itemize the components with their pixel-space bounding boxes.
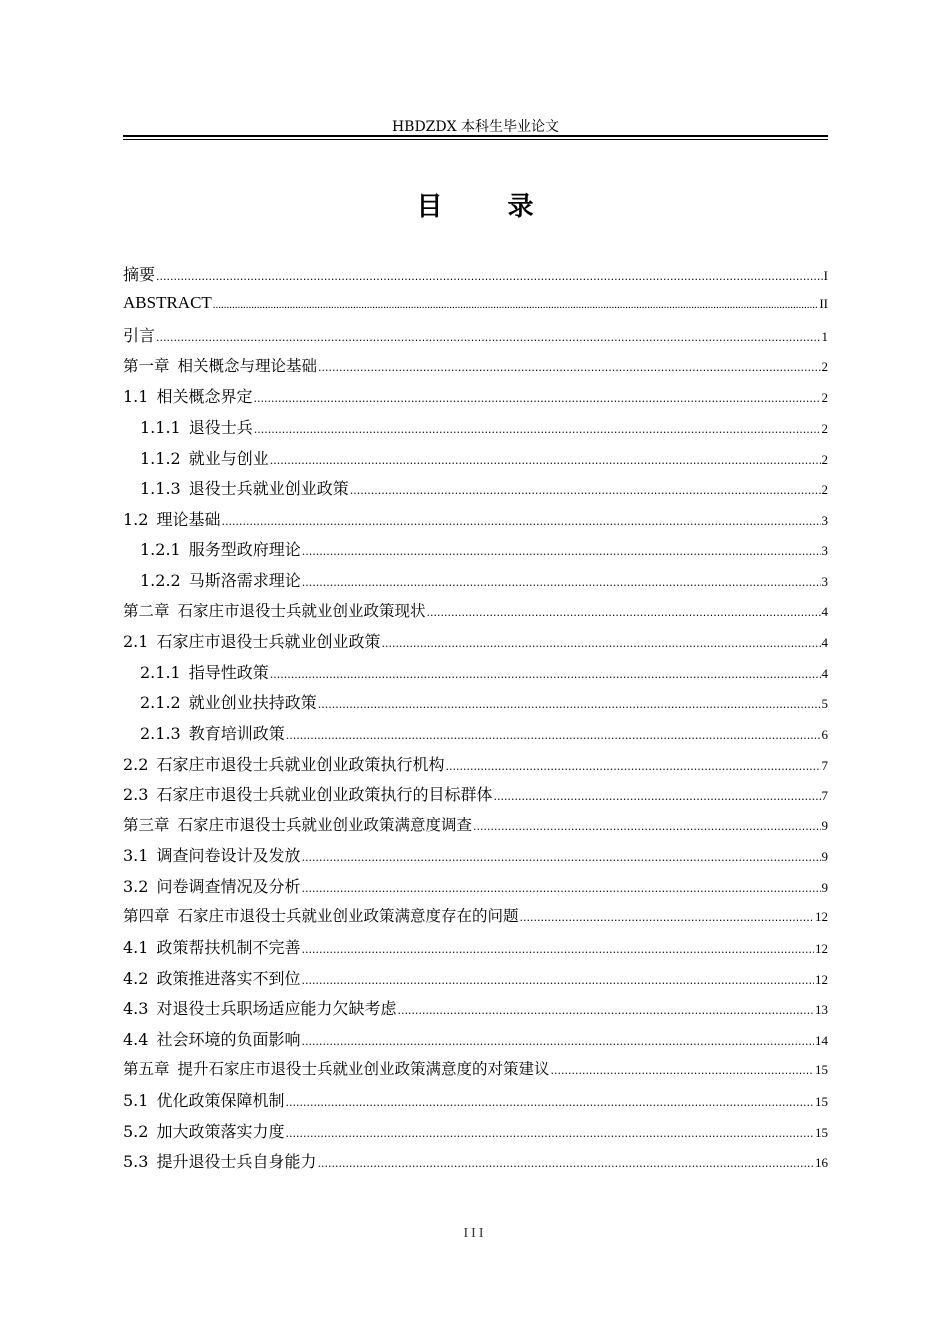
toc-entry-page: 2 (821, 358, 828, 374)
toc-entry[interactable] (123, 752, 828, 783)
dot-leader (301, 882, 820, 895)
toc-entry-title: 加大政策落实力度 (156, 1121, 285, 1141)
toc-entry[interactable] (123, 1119, 828, 1150)
dot-leader (427, 606, 821, 619)
toc-entry-title: 退役士兵 (188, 417, 253, 437)
toc-entry-number: 5.3 (123, 1152, 149, 1172)
toc-entry-number: 2.2 (123, 754, 149, 774)
toc-entry-title: 社会环境的负面影响 (156, 1029, 301, 1049)
toc-entry-title: 相关概念与理论基础 (177, 356, 318, 375)
toc-entry[interactable] (123, 293, 828, 324)
toc-entry-number: 1.1.3 (140, 479, 181, 499)
toc-entry-page: 9 (821, 849, 828, 865)
toc-entry-number: 5.2 (123, 1121, 149, 1141)
toc-entry-page: 13 (815, 1002, 828, 1018)
toc-entry-page: 3 (821, 573, 828, 589)
toc-entry-page: 2 (821, 451, 828, 467)
dot-leader (253, 392, 820, 405)
toc-entry[interactable] (123, 782, 828, 813)
toc-entry-title: 相关概念界定 (156, 387, 253, 407)
toc-entry-number: 2.1 (123, 632, 149, 652)
dot-leader (381, 637, 820, 650)
dot-leader (493, 790, 820, 803)
toc-entry[interactable] (123, 1088, 828, 1119)
toc-entry-number: 1.2.2 (140, 570, 181, 590)
dot-leader (270, 454, 821, 467)
toc-entry[interactable] (123, 813, 828, 844)
dot-leader (301, 943, 814, 956)
page-number-footer: III (463, 1226, 487, 1241)
dot-leader (286, 729, 821, 742)
toc-entry-title: 问卷调查情况及分析 (156, 876, 301, 896)
toc-entry-page: 4 (821, 603, 828, 619)
dot-leader (520, 911, 814, 924)
toc-entry-number: 第一章 (123, 356, 170, 375)
toc-entry-page: 9 (821, 879, 828, 895)
toc-entry-page: 4 (821, 665, 828, 681)
dot-leader (302, 576, 821, 589)
toc-entry-page: I (823, 268, 828, 283)
toc-title: 目 录 (416, 192, 562, 222)
dot-leader (301, 851, 820, 864)
toc-entry-number: 2.1.2 (140, 693, 181, 713)
toc-entry-title: ABSTRACT (123, 292, 212, 312)
toc-entry-page: 12 (815, 971, 828, 987)
toc-entry[interactable] (123, 660, 828, 691)
toc-entry-number: 4.3 (123, 999, 149, 1019)
toc-entry[interactable] (123, 1057, 828, 1088)
toc-entry-number: 5.1 (123, 1091, 149, 1111)
toc-entry-title: 指导性政策 (188, 662, 269, 682)
header-rule-thick (123, 135, 828, 137)
toc-entry-page: 7 (821, 757, 828, 773)
toc-entry-title: 摘要 (123, 265, 156, 284)
toc-entry[interactable] (123, 629, 828, 660)
toc-entry-number: 2.3 (123, 785, 149, 805)
dot-leader (301, 974, 814, 987)
dot-leader (270, 668, 821, 681)
toc-entry[interactable] (123, 262, 828, 293)
dot-leader (445, 760, 820, 773)
toc-entry-number: 4.4 (123, 1029, 149, 1049)
toc-entry-page: 3 (821, 543, 828, 559)
toc-entry-page: 14 (815, 1032, 828, 1048)
toc-entry-page: 1 (821, 329, 828, 345)
toc-entry-page: 2 (821, 482, 828, 498)
toc-entry-title: 理论基础 (156, 509, 221, 529)
toc-entry-number: 3.2 (123, 876, 149, 896)
toc-entry-title: 优化政策保障机制 (156, 1091, 285, 1111)
toc-entry-title: 石家庄市退役士兵就业创业政策现状 (177, 601, 426, 620)
toc-entry-page: 6 (821, 726, 828, 742)
toc-entry-title: 马斯洛需求理论 (188, 570, 301, 590)
dot-leader (302, 545, 821, 558)
toc-entry[interactable] (123, 568, 828, 599)
dot-leader (318, 698, 821, 711)
toc-entry[interactable] (123, 384, 828, 415)
dot-leader (156, 331, 820, 344)
toc-entry-number: 3.1 (123, 846, 149, 866)
toc-entry[interactable] (123, 966, 828, 997)
toc-entry-number: 2.1.1 (140, 662, 181, 682)
toc-entry-page: 15 (815, 1062, 828, 1078)
toc-entry[interactable] (123, 354, 828, 385)
toc-entry-number: 第四章 (123, 907, 170, 926)
dot-leader (301, 1035, 814, 1048)
toc-entry-title: 退役士兵就业创业政策 (188, 479, 349, 499)
toc-entry[interactable] (123, 476, 828, 507)
toc-entry-number: 1.1.1 (140, 417, 181, 437)
dot-leader (317, 1157, 814, 1170)
running-header: HBDZDX 本科生毕业论文 (391, 119, 560, 135)
dot-leader (551, 1064, 814, 1077)
toc-entry-title: 石家庄市退役士兵就业创业政策满意度调查 (177, 815, 473, 834)
dot-leader (285, 1127, 814, 1140)
toc-entry[interactable] (123, 599, 828, 630)
toc-entry-title: 教育培训政策 (188, 723, 285, 743)
toc-entry-page: 16 (815, 1155, 828, 1171)
toc-entry-title: 石家庄市退役士兵就业创业政策 (156, 632, 381, 652)
toc-entry-number: 1.2 (123, 509, 149, 529)
toc-entry[interactable] (123, 446, 828, 477)
toc-entry-number: 2.1.3 (140, 723, 181, 743)
toc-entry[interactable] (123, 721, 828, 752)
toc-entry-title: 提升石家庄市退役士兵就业创业政策满意度的对策建议 (177, 1060, 550, 1079)
dot-leader (473, 820, 820, 833)
toc-entry[interactable] (123, 537, 828, 568)
table-of-contents (123, 262, 828, 1180)
toc-entry[interactable] (123, 323, 828, 354)
dot-leader (397, 1004, 814, 1017)
toc-entry-number: 1.2.1 (140, 540, 181, 560)
toc-entry[interactable] (123, 904, 828, 935)
toc-entry-number: 第五章 (123, 1060, 170, 1079)
toc-entry-title: 调查问卷设计及发放 (156, 846, 301, 866)
header-rule-thin (123, 139, 828, 140)
toc-entry-page: 3 (821, 512, 828, 528)
toc-entry-title: 石家庄市退役士兵就业创业政策执行的目标群体 (156, 785, 493, 805)
toc-entry-title: 引言 (123, 326, 156, 346)
toc-entry-title: 石家庄市退役士兵就业创业政策满意度存在的问题 (177, 907, 519, 926)
toc-entry-page: 15 (815, 1124, 828, 1140)
toc-entry-page: 4 (821, 635, 828, 651)
toc-entry-page: 7 (821, 788, 828, 804)
dot-leader (318, 361, 820, 374)
toc-entry-title: 政策帮扶机制不完善 (156, 938, 301, 958)
toc-entry[interactable] (123, 874, 828, 905)
toc-entry-page: 12 (815, 941, 828, 957)
dot-leader (350, 484, 821, 497)
toc-entry[interactable] (123, 1149, 828, 1180)
toc-entry-title: 提升退役士兵自身能力 (156, 1152, 317, 1172)
dot-leader (221, 515, 820, 528)
dot-leader (156, 270, 823, 283)
toc-entry-page: 2 (821, 390, 828, 406)
toc-entry[interactable] (123, 996, 828, 1027)
toc-entry-title: 对退役士兵职场适应能力欠缺考虑 (156, 999, 397, 1019)
toc-entry-title: 服务型政府理论 (188, 540, 301, 560)
toc-entry-number: 1.1.2 (140, 448, 181, 468)
dot-leader (254, 423, 821, 436)
toc-entry-page: II (819, 295, 828, 311)
toc-entry-title: 石家庄市退役士兵就业创业政策执行机构 (156, 754, 445, 774)
toc-entry-number: 第二章 (123, 601, 170, 620)
toc-entry[interactable] (123, 415, 828, 446)
toc-entry-page: 5 (821, 696, 828, 712)
dot-leader (285, 1096, 814, 1109)
toc-entry[interactable] (123, 507, 828, 538)
dot-leader (213, 299, 819, 311)
toc-entry-title: 政策推进落实不到位 (156, 968, 301, 988)
toc-entry-page: 9 (821, 817, 828, 833)
toc-entry[interactable] (123, 935, 828, 966)
toc-entry-page: 15 (815, 1094, 828, 1110)
toc-entry[interactable] (123, 1027, 828, 1058)
toc-entry-number: 1.1 (123, 387, 149, 407)
toc-entry[interactable] (123, 690, 828, 721)
toc-entry-page: 2 (821, 420, 828, 436)
toc-entry-number: 第三章 (123, 815, 170, 834)
toc-entry-number: 4.2 (123, 968, 149, 988)
toc-entry[interactable] (123, 843, 828, 874)
toc-entry-page: 12 (815, 909, 828, 925)
toc-entry-number: 4.1 (123, 938, 149, 958)
toc-entry-title: 就业与创业 (188, 448, 269, 468)
toc-entry-title: 就业创业扶持政策 (188, 693, 317, 713)
